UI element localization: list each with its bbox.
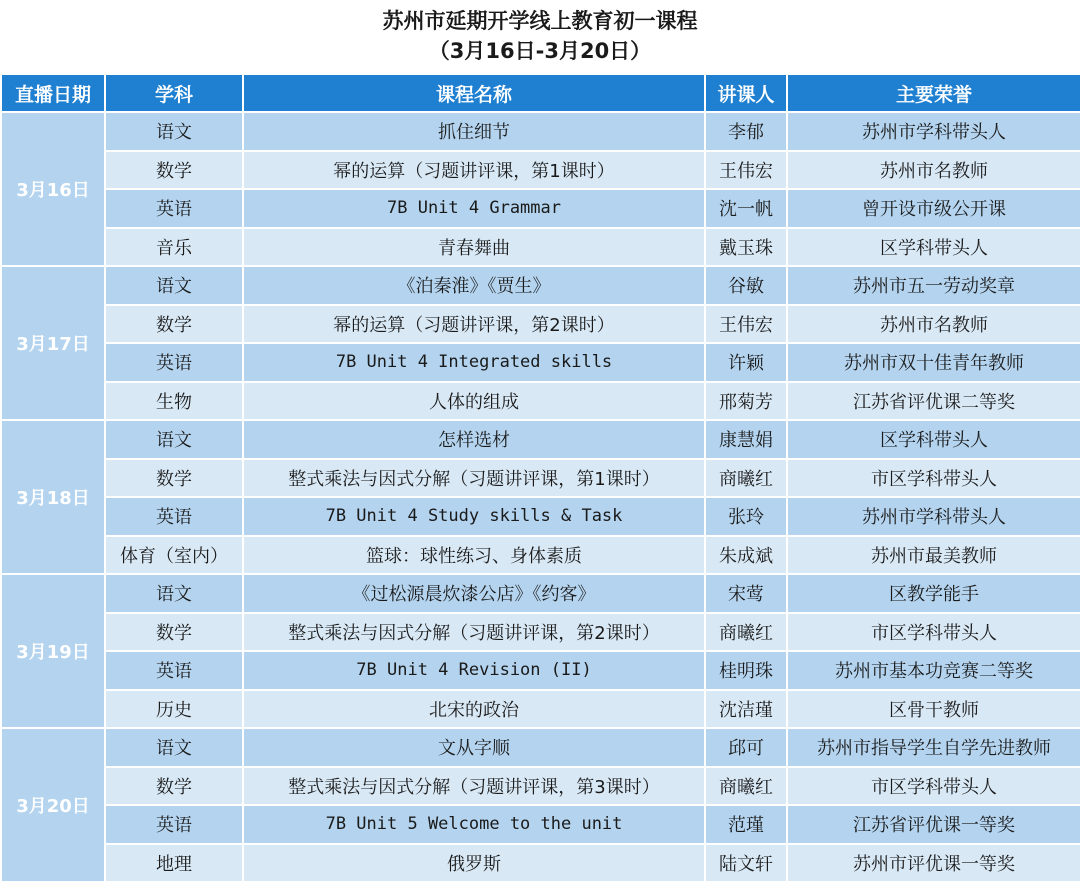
- subject-cell: 数学: [105, 459, 243, 498]
- honor-cell: 苏州市基本功竞赛二等奖: [787, 651, 1080, 690]
- header-date: 直播日期: [1, 74, 105, 112]
- table-row: [1, 420, 1080, 459]
- teacher-cell: 戴玉珠: [705, 228, 787, 267]
- table-row: [1, 305, 1080, 344]
- subject-cell: 英语: [105, 497, 243, 536]
- table-body: [1, 112, 1080, 882]
- table-row: [1, 382, 1080, 421]
- table-row: [1, 613, 1080, 652]
- honor-cell: 苏州市学科带头人: [787, 112, 1080, 151]
- subject-cell: 英语: [105, 343, 243, 382]
- table-row: [1, 574, 1080, 613]
- subject-cell: 英语: [105, 189, 243, 228]
- course-cell: 篮球：球性练习、身体素质: [243, 536, 705, 575]
- course-cell: 整式乘法与因式分解（习题讲评课，第2课时）: [243, 613, 705, 652]
- teacher-cell: 商曦红: [705, 613, 787, 652]
- subject-cell: 语文: [105, 728, 243, 767]
- teacher-cell: 商曦红: [705, 459, 787, 498]
- course-cell: 《过松源晨炊漆公店》《约客》: [243, 574, 705, 613]
- teacher-cell: 桂明珠: [705, 651, 787, 690]
- subject-cell: 语文: [105, 112, 243, 151]
- date-cell: 3月19日: [1, 574, 105, 728]
- honor-cell: 苏州市评优课一等奖: [787, 844, 1080, 883]
- course-cell: 幂的运算（习题讲评课，第1课时）: [243, 151, 705, 190]
- table-row: [1, 151, 1080, 190]
- teacher-cell: 邢菊芳: [705, 382, 787, 421]
- honor-cell: 区学科带头人: [787, 228, 1080, 267]
- course-cell: 俄罗斯: [243, 844, 705, 883]
- honor-cell: 苏州市五一劳动奖章: [787, 266, 1080, 305]
- teacher-cell: 邱可: [705, 728, 787, 767]
- table-row: [1, 343, 1080, 382]
- honor-cell: 苏州市名教师: [787, 305, 1080, 344]
- teacher-cell: 范瑾: [705, 805, 787, 844]
- teacher-cell: 王伟宏: [705, 305, 787, 344]
- honor-cell: 区教学能手: [787, 574, 1080, 613]
- honor-cell: 苏州市名教师: [787, 151, 1080, 190]
- teacher-cell: 陆文轩: [705, 844, 787, 883]
- header-subject: 学科: [105, 74, 243, 112]
- table-header-row: [1, 74, 1080, 112]
- table-row: [1, 805, 1080, 844]
- subject-cell: 地理: [105, 844, 243, 883]
- teacher-cell: 王伟宏: [705, 151, 787, 190]
- table-row: [1, 844, 1080, 883]
- document-title: [0, 0, 1080, 73]
- course-cell: 《泊秦淮》《贾生》: [243, 266, 705, 305]
- course-cell: 7B Unit 5 Welcome to the unit: [243, 805, 705, 844]
- subject-cell: 数学: [105, 151, 243, 190]
- header-honor: 主要荣誉: [787, 74, 1080, 112]
- schedule-table: [0, 73, 1080, 883]
- teacher-cell: 张玲: [705, 497, 787, 536]
- course-cell: 7B Unit 4 Revision (II): [243, 651, 705, 690]
- teacher-cell: 宋莺: [705, 574, 787, 613]
- course-cell: 7B Unit 4 Integrated skills: [243, 343, 705, 382]
- course-cell: 人体的组成: [243, 382, 705, 421]
- date-cell: 3月18日: [1, 420, 105, 574]
- title-line-1: 苏州市延期开学线上教育初一课程: [382, 9, 698, 33]
- table-row: [1, 497, 1080, 536]
- subject-cell: 语文: [105, 420, 243, 459]
- date-cell: 3月17日: [1, 266, 105, 420]
- course-cell: 青春舞曲: [243, 228, 705, 267]
- table-row: [1, 536, 1080, 575]
- table-row: [1, 112, 1080, 151]
- header-teacher: 讲课人: [705, 74, 787, 112]
- subject-cell: 生物: [105, 382, 243, 421]
- course-cell: 文从字顺: [243, 728, 705, 767]
- subject-cell: 历史: [105, 690, 243, 729]
- table-row: [1, 228, 1080, 267]
- honor-cell: 区骨干教师: [787, 690, 1080, 729]
- course-cell: 北宋的政治: [243, 690, 705, 729]
- teacher-cell: 李郁: [705, 112, 787, 151]
- honor-cell: 区学科带头人: [787, 420, 1080, 459]
- course-cell: 整式乘法与因式分解（习题讲评课，第1课时）: [243, 459, 705, 498]
- honor-cell: 市区学科带头人: [787, 613, 1080, 652]
- course-cell: 幂的运算（习题讲评课，第2课时）: [243, 305, 705, 344]
- header-course: 课程名称: [243, 74, 705, 112]
- honor-cell: 市区学科带头人: [787, 767, 1080, 806]
- honor-cell: 曾开设市级公开课: [787, 189, 1080, 228]
- course-cell: 抓住细节: [243, 112, 705, 151]
- honor-cell: 江苏省评优课一等奖: [787, 805, 1080, 844]
- date-cell: 3月20日: [1, 728, 105, 882]
- subject-cell: 数学: [105, 305, 243, 344]
- teacher-cell: 谷敏: [705, 266, 787, 305]
- subject-cell: 英语: [105, 805, 243, 844]
- date-cell: 3月16日: [1, 112, 105, 266]
- table-row: [1, 651, 1080, 690]
- honor-cell: 市区学科带头人: [787, 459, 1080, 498]
- teacher-cell: 沈洁瑾: [705, 690, 787, 729]
- subject-cell: 语文: [105, 574, 243, 613]
- table-row: [1, 728, 1080, 767]
- table-row: [1, 459, 1080, 498]
- teacher-cell: 沈一帆: [705, 189, 787, 228]
- subject-cell: 英语: [105, 651, 243, 690]
- table-row: [1, 767, 1080, 806]
- course-cell: 整式乘法与因式分解（习题讲评课，第3课时）: [243, 767, 705, 806]
- honor-cell: 江苏省评优课二等奖: [787, 382, 1080, 421]
- table-row: [1, 266, 1080, 305]
- subject-cell: 数学: [105, 767, 243, 806]
- table-row: [1, 690, 1080, 729]
- subject-cell: 音乐: [105, 228, 243, 267]
- honor-cell: 苏州市最美教师: [787, 536, 1080, 575]
- teacher-cell: 康慧娟: [705, 420, 787, 459]
- subject-cell: 语文: [105, 266, 243, 305]
- teacher-cell: 许颖: [705, 343, 787, 382]
- teacher-cell: 商曦红: [705, 767, 787, 806]
- honor-cell: 苏州市双十佳青年教师: [787, 343, 1080, 382]
- course-cell: 7B Unit 4 Study skills & Task: [243, 497, 705, 536]
- honor-cell: 苏州市指导学生自学先进教师: [787, 728, 1080, 767]
- course-cell: 7B Unit 4 Grammar: [243, 189, 705, 228]
- course-cell: 怎样选材: [243, 420, 705, 459]
- subject-cell: 体育（室内）: [105, 536, 243, 575]
- subject-cell: 数学: [105, 613, 243, 652]
- teacher-cell: 朱成斌: [705, 536, 787, 575]
- honor-cell: 苏州市学科带头人: [787, 497, 1080, 536]
- table-row: [1, 189, 1080, 228]
- title-line-2: （3月16日-3月20日）: [428, 39, 652, 63]
